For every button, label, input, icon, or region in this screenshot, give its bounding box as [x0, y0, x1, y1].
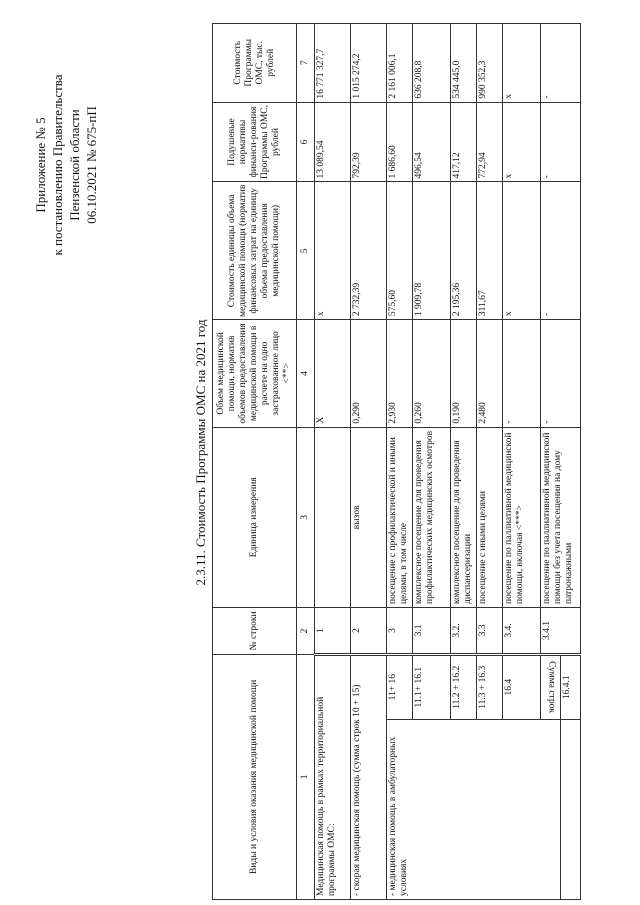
row-line: 3.4.1: [541, 608, 581, 655]
column-number: 1: [297, 654, 315, 899]
row-volume: 0,190: [451, 320, 477, 427]
header-per-capita: Подушевые нормативы финанси-рования Программы ОМС, рублей: [213, 102, 297, 182]
row-total: 990 352,3: [477, 24, 503, 103]
sum-label: Сумма строк: [546, 661, 556, 714]
row-per-capita: 792,39: [351, 102, 387, 182]
cost-table: [212, 23, 581, 900]
row-per-capita: -: [541, 102, 581, 182]
column-number: 4: [297, 320, 315, 427]
row-unit: [315, 427, 351, 607]
row-line: 3.1: [413, 608, 451, 655]
row-line: 3.4.: [503, 608, 541, 655]
appendix-region: Пензенской области: [67, 109, 82, 221]
row-line: 3: [387, 608, 413, 655]
table-row: [387, 24, 413, 900]
header-unit-cost: Стоимость единицы объема медицинской помощи (норматив финансовых затрат на единицу объема предоставления медицинской помощи): [213, 182, 297, 320]
row-sum: 11.3 + 16.3: [477, 654, 503, 719]
row-unit: посещение с профилактической и иными целями, в том числе: [387, 427, 413, 607]
column-number: 3: [297, 427, 315, 607]
row-volume: 2,930: [387, 320, 413, 427]
column-number: 6: [297, 102, 315, 182]
row-cost: 1 909,78: [413, 182, 451, 320]
row-unit: комплексное посещение для проведения диспансеризации: [451, 427, 477, 607]
row-name: Медицинская помощь в рамках территориальной программы ОМС:: [315, 654, 351, 899]
appendix-number: Приложение № 5: [33, 117, 48, 213]
row-sum: 11.2 + 16.2: [451, 654, 477, 719]
row-name: - медицинская помощь в амбулаторных условиях: [387, 719, 561, 899]
row-per-capita: 496,54: [413, 102, 451, 182]
row-per-capita: 13 089,54: [315, 102, 351, 182]
row-cost: x: [503, 182, 541, 320]
row-volume: 0,260: [413, 320, 451, 427]
appendix-header: [32, 15, 100, 315]
row-line: 3.2.: [451, 608, 477, 655]
row-unit: посещение по паллиативной медицинской помощи без учета посещения на дому патронажными: [541, 427, 581, 607]
row-volume: -: [503, 320, 541, 427]
row-unit: посещение по паллиативной медицинской помощи, включая <***>: [503, 427, 541, 607]
row-cost: 2 195,36: [451, 182, 477, 320]
sum-label-cell: [541, 654, 561, 719]
table-row: [351, 24, 387, 900]
section-title: 2.3.11. Стоимость Программы ОМС на 2021 год: [193, 319, 208, 586]
row-per-capita: 417,12: [451, 102, 477, 182]
row-total: 534 445,0: [451, 24, 477, 103]
table-row: [315, 24, 351, 900]
table-header-row: [213, 24, 297, 900]
row-unit: комплексное посещение для проведения профилактических медицинских осмотров: [413, 427, 451, 607]
row-per-capita: x: [503, 102, 541, 182]
row-cost: -: [541, 182, 581, 320]
row-volume: X: [315, 320, 351, 427]
header-unit: Единица измерения: [213, 427, 297, 607]
row-sum: 11.1+ 16.1: [413, 654, 451, 719]
row-total: 1 015 274,2: [351, 24, 387, 103]
row-volume: 0,290: [351, 320, 387, 427]
row-cost: 575,60: [387, 182, 413, 320]
row-total: x: [503, 24, 541, 103]
row-line: 2: [351, 608, 387, 655]
row-total: 16 771 327,7: [315, 24, 351, 103]
row-cost: x: [315, 182, 351, 320]
row-line: 1: [315, 608, 351, 655]
header-total-cost: Стоимость Программы ОМС, тыс. рублей: [213, 24, 297, 103]
column-number: 2: [297, 608, 315, 655]
row-volume: 2,480: [477, 320, 503, 427]
header-type: Виды и условия оказания медицинской помощи: [213, 654, 297, 899]
row-per-capita: 772,94: [477, 102, 503, 182]
row-total: -: [541, 24, 581, 103]
row-total: 2 161 006,1: [387, 24, 413, 103]
row-sum: 16.4: [503, 654, 541, 719]
row-name: - скорая медицинская помощь (сумма строк 10 + 15): [351, 654, 387, 899]
appendix-date: 06.10.2021 № 675-пП: [84, 106, 99, 224]
column-number: 5: [297, 182, 315, 320]
row-sum: 11+ 16: [387, 654, 413, 719]
column-number: 7: [297, 24, 315, 103]
row-volume: -: [541, 320, 581, 427]
header-volume: Объем медицинской помощи, норматив объемов предоставления медицинской помощи в расчете на одно застрахованное лицо <**>: [213, 320, 297, 427]
row-sum: 16.4.1: [561, 654, 581, 719]
row-cost: 311,67: [477, 182, 503, 320]
row-unit: вызов: [351, 427, 387, 607]
row-cost: 2 732,39: [351, 182, 387, 320]
header-line-number: № строки: [213, 608, 297, 655]
row-name: [561, 719, 581, 899]
row-unit: посещение с иными целями: [477, 427, 503, 607]
row-line: 3.3: [477, 608, 503, 655]
row-total: 636 208,8: [413, 24, 451, 103]
column-number-row: [297, 24, 315, 900]
appendix-decree: к постановлению Правительства: [50, 74, 65, 256]
row-per-capita: 1 686,60: [387, 102, 413, 182]
